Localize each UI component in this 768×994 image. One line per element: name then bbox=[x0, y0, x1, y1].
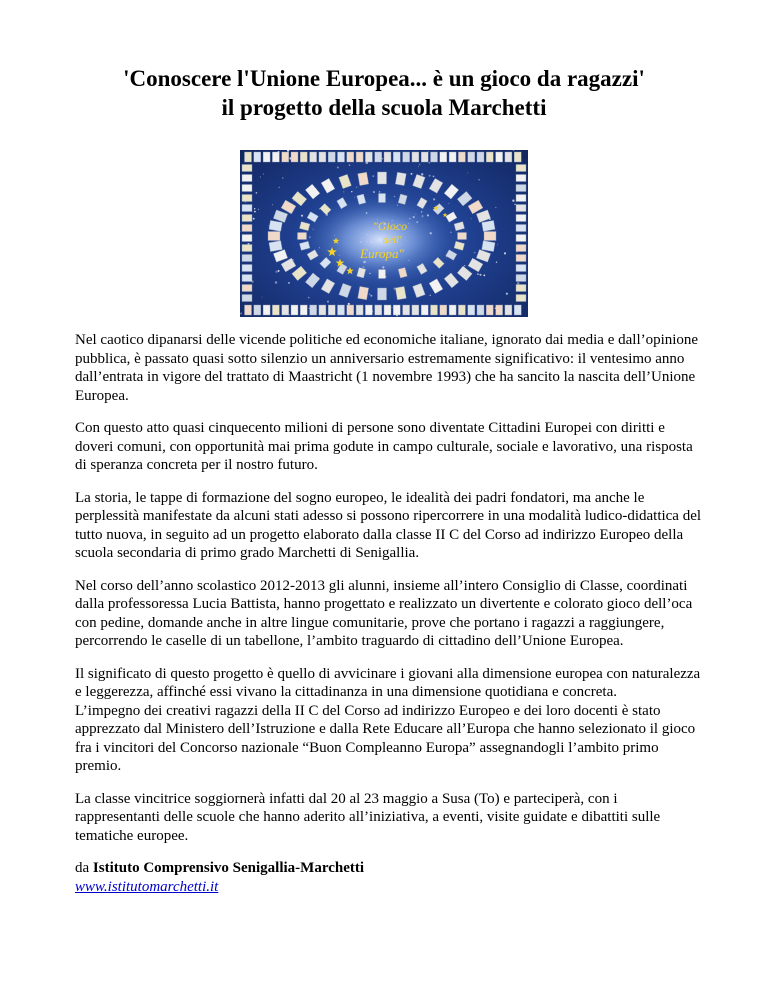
sparkle-dot bbox=[240, 312, 242, 314]
board-square bbox=[328, 152, 335, 162]
board-square bbox=[281, 258, 296, 272]
board-title-line-2: dell' bbox=[382, 234, 402, 246]
board-square bbox=[375, 152, 382, 162]
board-square bbox=[292, 191, 307, 206]
board-square bbox=[421, 305, 428, 315]
sparkle-dot bbox=[433, 176, 435, 178]
sparkle-dot bbox=[433, 198, 435, 200]
board-square bbox=[378, 288, 387, 300]
sparkle-dot bbox=[308, 297, 310, 299]
board-square bbox=[281, 200, 296, 214]
board-square bbox=[365, 152, 372, 162]
board-square bbox=[429, 279, 443, 294]
sparkle-dot bbox=[275, 271, 277, 273]
paragraph-5: Il significato di questo progetto è quello di avvicinare i giovani alla dimensione europea con naturalezza e leggerezza, affinché essi vivano la cittadinanza in una dimensione quotidiana e concreta. bbox=[75, 665, 701, 700]
board-square bbox=[516, 225, 526, 232]
sparkle-dot bbox=[254, 208, 255, 209]
sparkle-dot bbox=[288, 282, 290, 284]
board-square bbox=[347, 152, 354, 162]
board-square bbox=[421, 152, 428, 162]
sparkle-dot bbox=[471, 218, 472, 219]
paragraph-2: Con questo atto quasi cinquecento milioni di persone sono diventate Cittadini Europei con diritti e doveri comuni, con opportunità mai prima godute in campo culturale, sociale e lavorativo, una risposta di speranza concreta per il nostro futuro. bbox=[75, 420, 693, 473]
board-square bbox=[291, 152, 298, 162]
board-square bbox=[393, 152, 400, 162]
paragraph-3: La storia, le tappe di formazione del sogno europeo, le idealità dei padri fondatori, ma anche le perplessità manifestate da alcuni stati adesso si possono ripercorrere in una modalità ludico-didattica del tutto nuova, in seguito ad un progetto elaborato dalla classe II C del Corso ad indirizzo Europeo della scuola secondaria di primo grado Marchetti di Senigallia. bbox=[75, 489, 702, 561]
board-square bbox=[338, 305, 345, 315]
board-square bbox=[347, 305, 354, 315]
sparkle-dot bbox=[275, 281, 277, 283]
sparkle-dot bbox=[256, 192, 258, 194]
sparkle-dot bbox=[348, 303, 350, 305]
sparkle-dot bbox=[517, 282, 519, 284]
sparkle-dot bbox=[513, 150, 514, 151]
sparkle-dot bbox=[254, 211, 256, 213]
sparkle-dot bbox=[369, 294, 371, 296]
board-square bbox=[516, 235, 526, 242]
board-square bbox=[468, 200, 483, 214]
board-square bbox=[300, 305, 307, 315]
board-square bbox=[282, 152, 289, 162]
page-title bbox=[40, 64, 728, 122]
board-square bbox=[458, 152, 465, 162]
board-square bbox=[484, 232, 496, 241]
board-square bbox=[282, 305, 289, 315]
board-square bbox=[393, 305, 400, 315]
board-square bbox=[468, 258, 483, 272]
title-line-2: il progetto della scuola Marchetti bbox=[221, 95, 547, 120]
sparkle-dot bbox=[497, 244, 498, 245]
board-square bbox=[358, 286, 369, 299]
board-square bbox=[496, 305, 503, 315]
board-square bbox=[429, 178, 443, 193]
board-square bbox=[310, 305, 317, 315]
board-square bbox=[263, 152, 270, 162]
board-square bbox=[449, 305, 456, 315]
sparkle-dot bbox=[372, 175, 374, 177]
board-square bbox=[242, 235, 252, 242]
sparkle-dot bbox=[506, 293, 508, 295]
sparkle-dot bbox=[478, 179, 479, 180]
board-square bbox=[358, 172, 369, 185]
sparkle-dot bbox=[428, 162, 430, 164]
board-square bbox=[486, 152, 493, 162]
board-square bbox=[458, 305, 465, 315]
board-square bbox=[268, 232, 280, 241]
board-square bbox=[516, 195, 526, 202]
board-square bbox=[516, 185, 526, 192]
sparkle-dot bbox=[430, 295, 431, 296]
sparkle-dot bbox=[392, 307, 393, 308]
board-square bbox=[273, 210, 287, 223]
sparkle-dot bbox=[263, 173, 264, 174]
sparkle-dot bbox=[512, 200, 514, 202]
board-square bbox=[319, 152, 326, 162]
sparkle-dot bbox=[258, 209, 259, 210]
board-square bbox=[379, 270, 386, 279]
board-square bbox=[242, 255, 252, 262]
paragraph-7: La classe vincitrice soggiornerà infatti dal 20 al 23 maggio a Susa (To) e parteciperà, con i rappresentanti delle scuole che hanno aderito all’iniziativa, a eventi, visite guidate e dibattiti sulle tematiche europee. bbox=[75, 790, 661, 844]
board-square bbox=[298, 233, 307, 240]
board-square bbox=[516, 285, 526, 292]
board-square bbox=[242, 285, 252, 292]
board-square bbox=[476, 210, 490, 223]
board-square bbox=[254, 305, 261, 315]
sparkle-dot bbox=[495, 207, 496, 208]
board-square bbox=[273, 250, 287, 263]
board-square bbox=[454, 222, 465, 231]
sparkle-dot bbox=[474, 252, 476, 254]
sparkle-dot bbox=[356, 187, 358, 189]
sparkle-dot bbox=[410, 173, 412, 175]
board-square bbox=[328, 305, 335, 315]
sparkle-dot bbox=[421, 173, 423, 175]
sparkle-dot bbox=[351, 191, 352, 192]
sparkle-dot bbox=[419, 164, 421, 166]
board-square bbox=[516, 295, 526, 302]
board-square bbox=[412, 305, 419, 315]
board-square bbox=[242, 175, 252, 182]
board-square bbox=[457, 266, 472, 281]
board-square bbox=[449, 152, 456, 162]
sparkle-dot bbox=[324, 316, 325, 317]
board-square bbox=[505, 305, 512, 315]
sparkle-dot bbox=[479, 274, 481, 276]
board-square bbox=[245, 305, 252, 315]
sparkle-dot bbox=[343, 191, 344, 192]
sparkle-dot bbox=[504, 252, 506, 254]
board-square bbox=[339, 283, 352, 297]
board-square bbox=[242, 205, 252, 212]
board-square bbox=[321, 279, 335, 294]
board-square bbox=[476, 250, 490, 263]
board-square bbox=[444, 184, 459, 199]
board-square bbox=[412, 152, 419, 162]
board-square bbox=[482, 220, 495, 231]
sparkle-dot bbox=[272, 204, 273, 205]
board-square bbox=[403, 305, 410, 315]
sparkle-dot bbox=[429, 175, 431, 177]
board-square bbox=[378, 172, 387, 184]
board-square bbox=[269, 241, 282, 252]
board-square bbox=[319, 305, 326, 315]
board-square bbox=[365, 305, 372, 315]
board-square bbox=[242, 215, 252, 222]
board-square bbox=[242, 245, 252, 252]
board-square bbox=[356, 305, 363, 315]
board-square bbox=[516, 275, 526, 282]
board-square bbox=[403, 152, 410, 162]
board-square bbox=[431, 305, 438, 315]
credit-prefix: da bbox=[75, 860, 93, 876]
board-square bbox=[242, 275, 252, 282]
board-square bbox=[413, 174, 426, 188]
board-square bbox=[339, 174, 352, 188]
board-square bbox=[457, 191, 472, 206]
board-square bbox=[413, 283, 426, 297]
paragraph-1: Nel caotico dipanarsi delle vicende politiche ed economiche italiane, ignorato dai media e dall’opinione pubblica, è passato quasi sotto silenzio un anniversario estremamente significativo: il ventesimo anno dall’entrata in vigore del trattato di Maastricht (1 novembre 1993) che ha sancito la nascita dell’Unione Europea. bbox=[75, 332, 699, 404]
board-square bbox=[477, 152, 484, 162]
board-square bbox=[272, 305, 279, 315]
board-square bbox=[496, 152, 503, 162]
board-square bbox=[440, 305, 447, 315]
sparkle-dot bbox=[337, 166, 339, 168]
board-square bbox=[431, 152, 438, 162]
sparkle-dot bbox=[477, 273, 479, 275]
board-square bbox=[254, 152, 261, 162]
board-square bbox=[514, 305, 521, 315]
sparkle-dot bbox=[327, 301, 329, 303]
sparkle-dot bbox=[253, 218, 255, 220]
board-square bbox=[468, 152, 475, 162]
board-square bbox=[242, 225, 252, 232]
sparkle-dot bbox=[278, 270, 280, 272]
board-square bbox=[242, 295, 252, 302]
board-square bbox=[242, 165, 252, 172]
sparkle-dot bbox=[293, 200, 294, 201]
board-square bbox=[384, 152, 391, 162]
sparkle-dot bbox=[282, 177, 283, 178]
board-square bbox=[305, 273, 320, 288]
board-square bbox=[440, 152, 447, 162]
board-square bbox=[379, 194, 386, 203]
board-square bbox=[242, 185, 252, 192]
paragraph-6: L’impegno dei creativi ragazzi della II C del Corso ad indirizzo Europeo e dei loro docenti è stato apprezzato dal Ministero dell’Istruzione e dalla Rete Educare all’Europa che hanno selezionato il gioco fra i vincitori del Concorso nazionale “Buon Compleanno Europa” assegnandogli l’ambito primo premio. bbox=[75, 702, 696, 774]
board-square bbox=[395, 286, 406, 299]
board-square bbox=[272, 152, 279, 162]
board-square bbox=[514, 152, 521, 162]
sparkle-dot bbox=[467, 172, 468, 173]
game-board-illustration bbox=[240, 150, 528, 317]
sparkle-dot bbox=[240, 231, 241, 233]
board-square bbox=[395, 172, 406, 185]
website-link[interactable]: www.istitutomarchetti.it bbox=[75, 878, 219, 895]
sparkle-dot bbox=[278, 187, 280, 189]
board-square bbox=[291, 305, 298, 315]
sparkle-dot bbox=[287, 150, 289, 152]
board-square bbox=[242, 265, 252, 272]
board-square bbox=[263, 305, 270, 315]
board-square bbox=[444, 273, 459, 288]
sparkle-dot bbox=[260, 177, 261, 178]
board-square bbox=[245, 152, 252, 162]
board-square bbox=[486, 305, 493, 315]
board-square bbox=[300, 152, 307, 162]
board-square bbox=[356, 152, 363, 162]
board-square bbox=[269, 220, 282, 231]
board-square bbox=[516, 255, 526, 262]
board-square bbox=[516, 265, 526, 272]
board-square bbox=[516, 215, 526, 222]
board-square bbox=[338, 152, 345, 162]
board-square bbox=[375, 305, 382, 315]
board-title-line-3: Europa" bbox=[360, 246, 404, 261]
article-body bbox=[75, 331, 705, 910]
board-square bbox=[321, 178, 335, 193]
board-square bbox=[516, 205, 526, 212]
board-square bbox=[516, 165, 526, 172]
board-square bbox=[505, 152, 512, 162]
sparkle-dot bbox=[428, 151, 429, 152]
sparkle-dot bbox=[464, 265, 465, 266]
board-square bbox=[310, 152, 317, 162]
sparkle-dot bbox=[349, 164, 351, 166]
board-square bbox=[468, 305, 475, 315]
game-board-photo bbox=[240, 150, 528, 317]
paragraph-4: Nel corso dell’anno scolastico 2012-2013 gli alunni, insieme all’intero Consiglio di Classe, coordinati dalla professoressa Lucia Battista, hanno progettato e realizzato un divertente e colorato gioco dell’oca con pedine, domande anche in altre lingue comunitarie, prove che portano i ragazzi a raggiungere, percorrendo le caselle di un tabellone, l’ambito traguardo di cittadino dell’Unione Europea. bbox=[75, 577, 693, 649]
credit-source: Istituto Comprensivo Senigallia-Marchetti bbox=[92, 860, 365, 876]
sparkle-dot bbox=[301, 215, 303, 217]
board-square bbox=[516, 175, 526, 182]
board-square bbox=[458, 233, 467, 240]
board-square bbox=[292, 266, 307, 281]
board-title-line-1: "Gioco bbox=[372, 219, 408, 233]
board-square bbox=[384, 305, 391, 315]
board-square bbox=[477, 305, 484, 315]
sparkle-dot bbox=[448, 203, 449, 204]
sparkle-dot bbox=[514, 204, 516, 206]
sparkle-dot bbox=[370, 295, 372, 297]
sparkle-dot bbox=[496, 261, 497, 262]
board-square bbox=[305, 184, 320, 199]
sparkle-dot bbox=[483, 274, 485, 276]
source-credit bbox=[75, 859, 705, 896]
board-square bbox=[482, 241, 495, 252]
board-square bbox=[516, 245, 526, 252]
title-line-1: 'Conoscere l'Unione Europea... è un gioco da ragazzi' bbox=[123, 66, 645, 91]
sparkle-dot bbox=[418, 166, 419, 167]
sparkle-dot bbox=[262, 297, 263, 298]
board-square bbox=[242, 195, 252, 202]
